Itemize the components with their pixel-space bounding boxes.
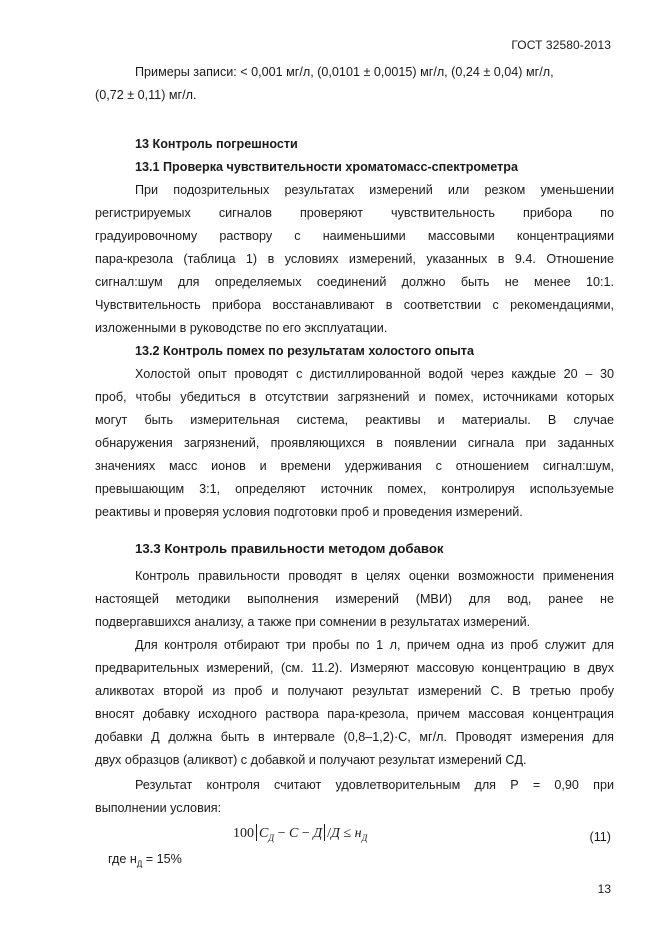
formula-n: н	[354, 826, 362, 841]
equation	[233, 824, 367, 843]
paragraph-line: проб, чтобы убедиться в отсутствии загрязнений и помех, источниками которых	[95, 390, 614, 404]
paragraph-line: градуировочному раствору с наименьшими массовыми концентрациями	[95, 229, 614, 243]
formula-le: ≤	[343, 826, 352, 841]
document-header: ГОСТ 32580-2013	[511, 38, 611, 52]
paragraph-line: добавки Д должна быть в интервале (0,8–1,2)·C, мг/л. Проводят измерения для	[95, 730, 614, 744]
section-heading: 13 Контроль погрешности	[135, 137, 298, 151]
paragraph-line: выполнении условия:	[95, 801, 222, 815]
formula-subscript: Д	[361, 832, 368, 843]
paragraph-line: двух образцов (аликвот) с добавкой и получают результат измерений CД.	[95, 753, 527, 767]
paragraph-line: вносят добавку исходного раствора пара-крезола, причем массовая концентрация	[95, 707, 614, 721]
equation-number: (11)	[589, 830, 611, 844]
abs-bar-right	[324, 824, 325, 841]
paragraph-line: настоящей методики выполнения измерений (МВИ) для вод, ранее не	[95, 592, 614, 606]
paragraph-line: Чувствительность прибора восстанавливают в соответствии с рекомендациями,	[95, 298, 614, 312]
where-subscript: Д	[136, 859, 143, 869]
abs-bar-left	[256, 824, 257, 841]
section-heading: 13.3 Контроль правильности методом добавок	[135, 541, 444, 556]
formula-minus: −	[301, 826, 310, 841]
paragraph-line: регистрируемых сигналов проверяют чувствительность прибора по	[95, 206, 614, 220]
paragraph-line: реактивы и проверяя условия подготовки проб и проведения измерений.	[95, 505, 523, 519]
paragraph-line: Контроль правильности проводят в целях оценки возможности применения	[135, 569, 614, 583]
page-number: 13	[597, 882, 611, 896]
formula-c: C	[288, 826, 299, 841]
paragraph-line: значениях масс ионов и времени удерживания с отношением сигнал:шум,	[95, 459, 614, 473]
formula-subscript: Д	[268, 832, 275, 843]
formula-minus: −	[277, 826, 286, 841]
formula-d-denominator: Д	[331, 826, 340, 841]
paragraph-line: Холостой опыт проводят с дистиллированной водой через каждые 20 – 30	[135, 367, 614, 381]
where-text: где н	[108, 852, 137, 866]
paragraph-line: При подозрительных результатах измерений или резком уменьшении	[135, 183, 614, 197]
paragraph-line: аликвотах второй из проб и получают результат измерений C. В третью пробу	[95, 684, 614, 698]
paragraph-line: подвергавшихся анализу, а также при сомнении в результатах измерений.	[95, 615, 531, 629]
formula-d: Д	[313, 826, 323, 841]
section-heading: 13.1 Проверка чувствительности хроматомасс-спектрометра	[135, 160, 518, 174]
examples-line: Примеры записи: < 0,001 мг/л, (0,0101 ± 0,0015) мг/л, (0,24 ± 0,04) мг/л,	[135, 65, 554, 79]
examples-line: (0,72 ± 0,11) мг/л.	[95, 88, 197, 102]
paragraph-line: предварительных измерений, (см. 11.2). Измеряют массовую концентрацию в двух	[95, 661, 614, 675]
section-heading: 13.2 Контроль помех по результатам холостого опыта	[135, 344, 474, 358]
paragraph-line: пара-крезола (таблица 1) в условиях измерений, указанных в 9.4. Отношение	[95, 252, 614, 266]
formula-slash: /	[327, 826, 332, 841]
where-value: = 15%	[142, 852, 182, 866]
paragraph-line: изложенными в руководстве по его эксплуатации.	[95, 321, 388, 335]
paragraph-line: сигнал:шум для определяемых соединений должно быть не менее 10:1.	[95, 275, 614, 289]
paragraph-line: Для контроля отбирают три пробы по 1 л, причем одна из проб служит для	[135, 638, 614, 652]
paragraph-line: Результат контроля считают удовлетворительным для Р = 0,90 при	[135, 778, 614, 792]
paragraph-line: обнаружения загрязнений, проявляющихся в появлении сигнала при заданных	[95, 436, 614, 450]
paragraph-line: превышающим 3:1, определяют источник помех, контролируя используемые	[95, 482, 614, 496]
formula-coefficient: 100	[233, 826, 254, 841]
formula-c-with-addition: C	[259, 826, 269, 841]
where-clause	[108, 852, 182, 869]
paragraph-line: могут быть измерительная система, реактивы и материалы. В случае	[95, 413, 614, 427]
